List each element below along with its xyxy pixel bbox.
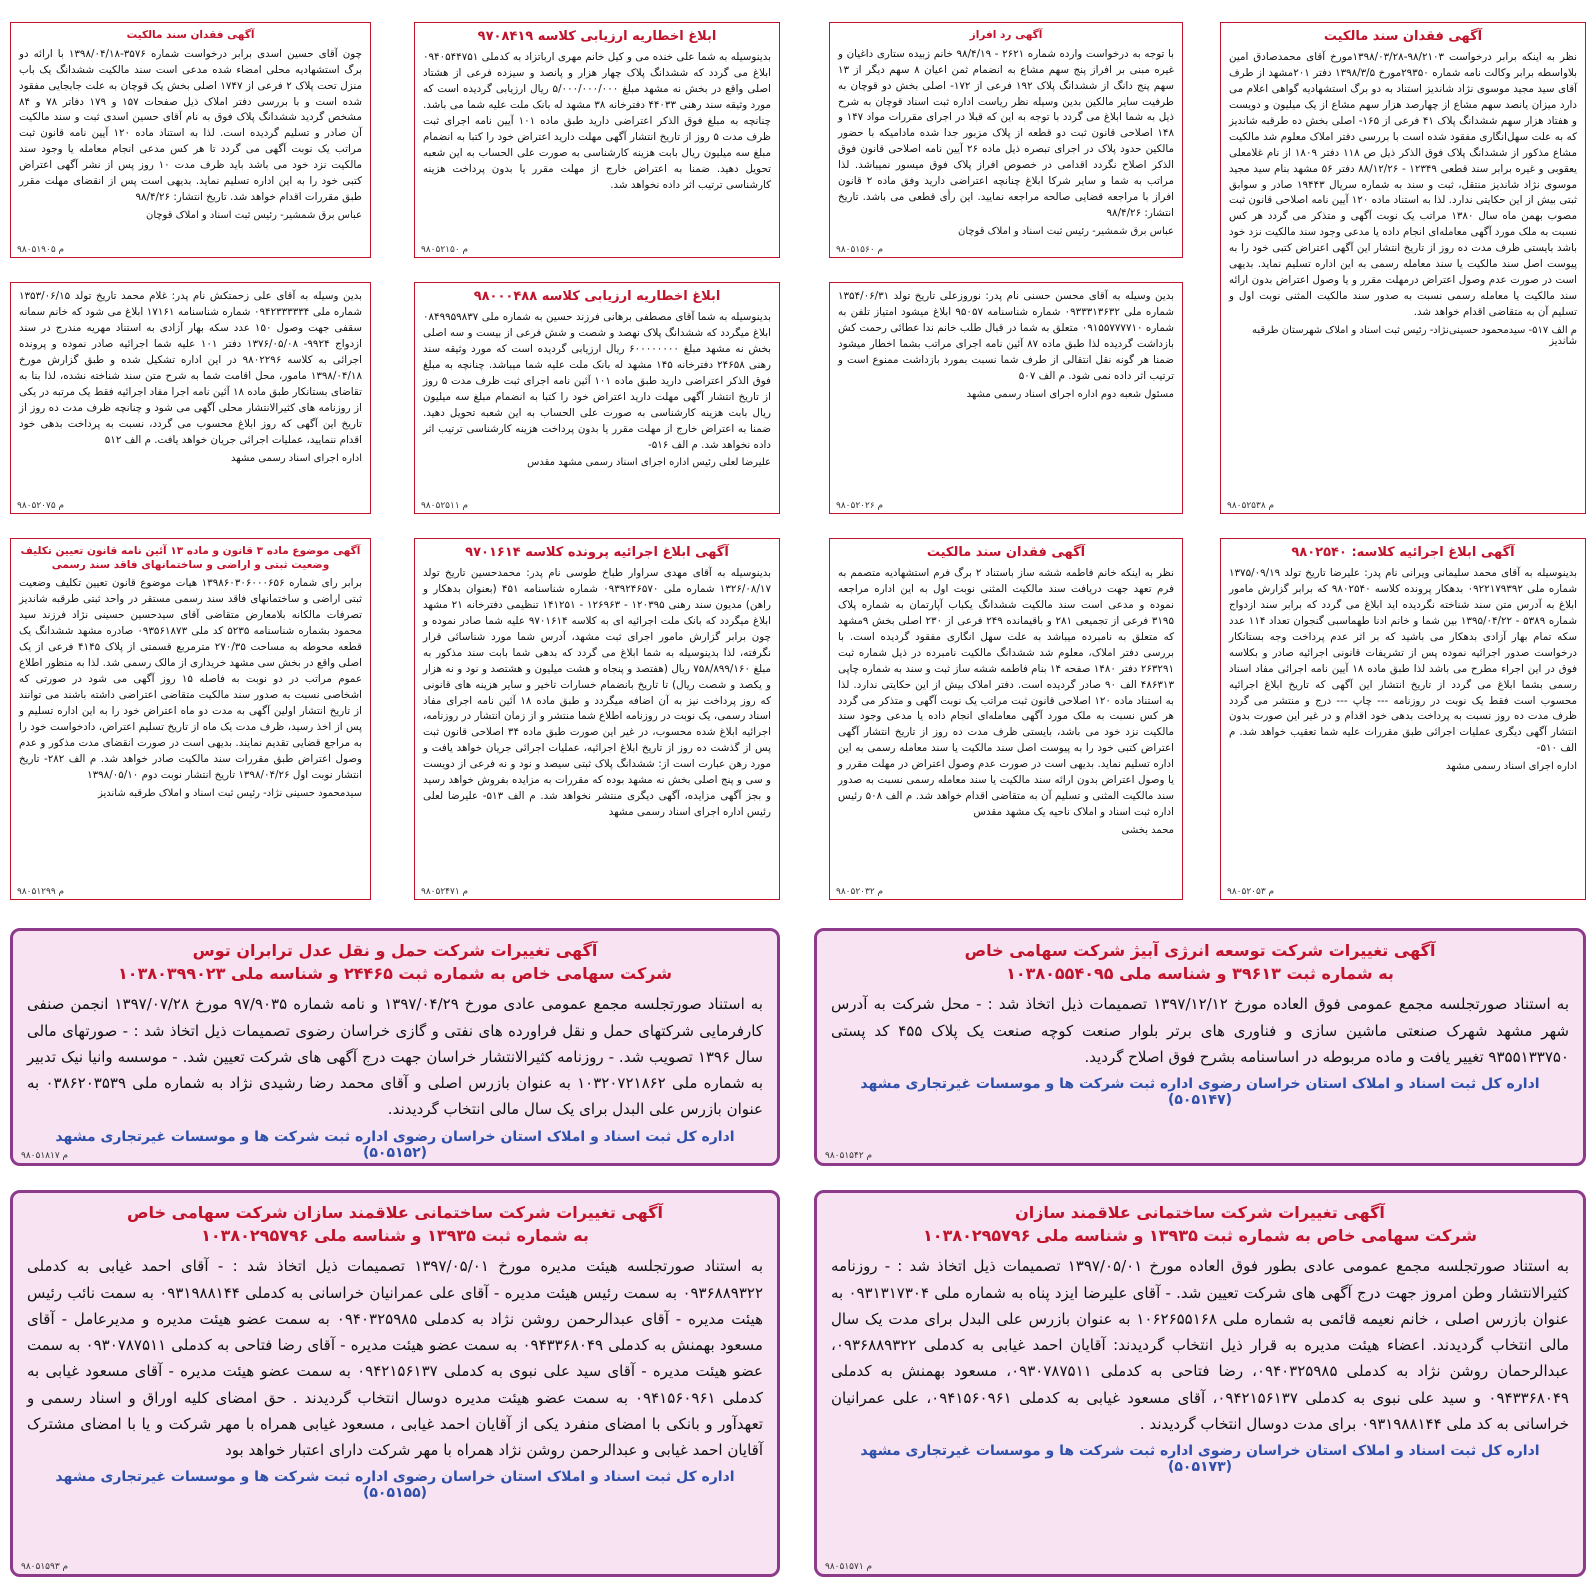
notice-code: ۹۸۰۵۱۲۹۹ م: [17, 887, 65, 897]
company-notice-adl-tarabaran: [10, 928, 780, 1166]
notice-signature: اداره اجرای اسناد رسمی مشهد: [1445, 761, 1577, 773]
company-code: ۹۸۰۵۱۵۹۳ م: [21, 1562, 69, 1572]
company-body: به استناد صورتجلسه مجمع عمومی عادی بطور فوق العاده مورخ ۱۳۹۷/۰۵/۰۱ تصمیمات ذیل اتخاذ شد : - روزنامه کثیرالانتشار وطن امروز جهت درج آگهی های شرکت تعیین شد. - آقای علیرضا ایزد پناه به شماره ملی ۰۹۳۱۳۱۷۳۰۴ به عنوان بازرس اصلی ، خانم نعیمه قائمی به شماره ملی ۱۰۶۲۶۵۵۱۶۸ به عنوان بازرس علی البدل برای مدت یک سال مالی انتخاب گردیدند. اعضاء هیئت مدیره به قرار ذیل انتخاب گردیدند: آقایان احمد غیابی به کدملی ۰۹۳۶۸۸۹۳۲۲، عبدالرحمان روشن نژاد به کدملی ۰۹۴۰۳۲۵۹۸۵، رضا فتاحی به کدملی ۰۹۳۰۷۸۷۵۱۱، مسعود بهمنش به کدملی ۰۹۴۳۳۶۸۰۴۹ و سید علی نبوی به کدملی ۰۹۴۲۱۵۶۱۳۷، آقای مسعود غیابی به کدملی ۰۹۴۱۵۶۰۹۶۱، علی عمرانیان خراسانی به کد ملی ۰۹۳۱۹۸۸۱۴۴ برای مدت دوسال انتخاب گردیدند .: [831, 1257, 1570, 1433]
notice-code: ۹۸۰۵۲۵۳۸ م: [1227, 501, 1275, 511]
notice-loss-deed-torghabeh: [1220, 22, 1586, 514]
company-notice-alaghemand-sazan-assembly: [814, 1190, 1586, 1577]
company-code: ۹۸۰۵۱۵۷۱ م: [825, 1562, 873, 1572]
notice-signature: عباس برق شمشیر- رئیس ثبت اسناد و املاک قوچان: [957, 226, 1174, 238]
notice-signature: م الف ۵۱۷- سیدمحمود حسینی‌نژاد- رئیس ثبت اسناد و املاک شهرستان طرقبه شاندیز: [1251, 325, 1577, 348]
notice-code: ۹۸۰۵۲۵۱۱ م: [421, 501, 469, 511]
notice-signature: محمد بخشی: [1121, 825, 1174, 837]
notice-title: آگهی ابلاغ اجرائیه پرونده کلاسه ۹۷۰۱۶۱۴: [465, 545, 729, 560]
notice-title: آگهی موضوع ماده ۳ قانون و ماده ۱۳ آئین نامه قانون تعیین تکلیف وضعیت ثبتی و اراضی و ساختمانهای فاقد سند رسمی: [20, 545, 361, 571]
notice-code: ۹۸۰۵۱۹۰۵ م: [17, 245, 65, 255]
notice-title: ابلاغ اخطاریه ارزیابی کلاسه ۹۷۰۸۴۱۹: [477, 29, 717, 44]
notice-execution-9701614: [414, 538, 780, 900]
company-footer: اداره کل ثبت اسناد و املاک استان خراسان رضوی اداره ثبت شرکت ها و موسسات غیرتجاری مشهد (۵۰۵۱۷۳): [860, 1443, 1540, 1476]
notice-code: ۹۸۰۵۲۰۳۲ م: [836, 887, 884, 897]
notice-signature: عباس برق شمشیر- رئیس ثبت اسناد و املاک قوچان: [145, 210, 362, 222]
notice-code: ۹۸۰۵۲۴۷۱ م: [421, 887, 469, 897]
notice-title: آگهی فقدان سند مالکیت: [126, 29, 255, 41]
notice-body: با توجه به درخواست وارده شماره ۲۶۲۱ - ۹۸/۴/۱۹ خانم زبیده ستاری داغیان و غیره مبنی بر افراز پنج سهم مشاع به انضمام ثمن اعیان ۸ سهم دیگر از ۱۳ سهم پنج دانگ از ششدانگ پلاک ۱۹۲ فرعی از ۱۷۲- اصلی بخش دو قوچان به طرفیت سایر مالکین بدین وسیله نظر ریاست اداره ثبت اسناد قوچان به شرح ذیل به شما ابلاغ می گردد با توجه به این که قبلا در اجرای مقررات مواد ۱۴۷ و ۱۴۸ اصلاحی قانون ثبت دو قطعه از پلاک مزبور جدا شده ماداميکه با حضور مالکین حدود پلاک در اجرای تبصره ذیل ماده ۲۶ آیین نامه اصلاحی قانون فوق الذکر اصلاح نگردد اقدامی در خصوص افراز پلاک فوق میسور نمیباشد. لذا مراتب به شما و سایر شرکا ابلاغ چنانچه اعتراضی دارید وفق ماده ۲ قانون افراز با مراجعه قضایی صالحه مراجعه نمایید. این رأی قطعی می باشد. تاریخ انتشار: ۹۸/۴/۲۶: [838, 47, 1175, 220]
notice-execution-9802540: [1220, 538, 1586, 900]
notice-title: آگهی فقدان سند مالکیت: [926, 545, 1086, 560]
notice-title: ابلاغ اخطاریه ارزیابی کلاسه ۹۸۰۰۰۴۸۸: [473, 289, 721, 304]
company-body: به استناد صورتجلسه هیئت مدیره مورخ ۱۳۹۷/۰۵/۰۱ تصمیمات ذیل اتخاذ شد : - آقای احمد غیابی به کدملی ۰۹۳۶۸۸۹۳۲۲ به سمت رئیس هیئت مدیره - آقای علی عمرانیان خراسانی به کدملی ۰۹۳۱۹۸۸۱۴۴ به سمت نائب رئیس هیئت مدیره - آقای عبدالرحمن روشن نژاد به کدملی ۰۹۴۰۳۲۵۹۸۵ به سمت عضو هیئت مدیره و مدیرعامل - آقای مسعود بهمنش به کدملی ۰۹۴۳۳۶۸۰۴۹ به سمت عضو هیئت مدیره - آقای رضا فتاحی به کدملی ۰۹۳۰۷۸۷۵۱۱ به سمت عضو هیئت مدیره - آقای سید علی نبوی به کدملی ۰۹۴۲۱۵۶۱۳۷ به سمت عضو هیئت مدیره - آقای مسعود غیابی به کدملی ۰۹۴۱۵۶۰۹۶۱ به سمت عضو هیئت مدیره دوسال انتخاب گردیدند . حق امضای کلیه اوراق و اسناد رسمی و تعهدآور و بانکی با امضای منفرد یکی از آقایان احمد غیابی ، مسعود غیابی همراه با مهر شرکت و یا با امضای مشترک آقایان احمد غیابی و عبدالرحمن روشن نژاد همراه با مهر شرکت دارای اعتبار خواهد بود: [27, 1257, 764, 1460]
notice-title: آگهی ابلاغ اجرائیه کلاسه: ۹۸۰۲۵۴۰: [1291, 545, 1515, 560]
notice-signature: اداره اجرای اسناد رسمی مشهد: [230, 452, 362, 464]
company-title: آگهی تغییرات شرکت ساختمانی علاقمند سازان: [1015, 1203, 1385, 1222]
notice-partition-rejection: [829, 22, 1183, 258]
company-body: به استناد صورتجلسه مجمع عمومی عادی مورخ ۱۳۹۷/۰۴/۲۹ و نامه شماره ۹۷/۹۰۳۵ مورخ ۱۳۹۷/۰۷/۲۸ انجمن صنفی کارفرمایی شرکتهای حمل و نقل فراورده های نفتی و گازی خراسان رضوی تصمیمات ذیل اتخاذ شد : - صورتهای مالی سال ۱۳۹۶ تصویب شد. - روزنامه کثیرالانتشار خراسان جهت درج آگهی های شرکت تعیین شد. - موسسه وانیا نیک تدبیر به شماره ملی ۱۰۳۲۰۷۲۱۸۶۲ به عنوان بازرس اصلی و آقای محمد رضا رشیدی نژاد به شماره ملی ۰۳۸۶۲۰۳۵۳۹ به عنوان بازرس علی البدل برای یک سال مالی انتخاب گردیدند.: [27, 995, 764, 1119]
notice-body: نظر به اینکه خانم فاطمه ششه ساز باستناد ۲ برگ فرم استشهادیه متصمم به فرم تعهد جهت دریافت سند مالکیت المثنی نوبت اول به این اداره مراجعه نموده و مدعی است سند مالکیت ششدانگ یکباب آپارتمان به شماره پلاک ۳۱۹۵ فرعی از تجمیعی ۲۸۱ و باقیمانده ۲۴۹ فرعی از ۲۳۰ اصلی بخش ۹مشهد که متعلق به نامبرده میباشد به علت سهل انگاری مفقود گردیده است. با بررسی دفتر املاک، معلوم شد ششدانگ مالکیت نامبرده در ذیل شماره ثبت ۲۶۳۲۹۱ دفتر ۱۴۸۰ صفحه ۱۴ بنام فاطمه ششه ساز ثبت و سند به شماره چاپی ۴۸۶۳۱۳ الف ۹۰ صادر گردیده است. دفتر املاک بیش از این حکایتی ندارد. لذا به استناد ماده ۱۲۰ اصلاحی قانون ثبت مراتب یک نوبت آگهی و متذکر می گردد هر کس نسبت به ملک مورد آگهی معامله‌ای انجام داده یا مدعی وجود سند مالکیت نزد خود می باشد، بایستی ظرف مدت ده روز از تاریخ انتشار آگهی اعتراض کتبی خود را به پیوست اصل سند مالکیت یا سند معامله رسمی به این اداره تسلیم نماید. بدیهی است در صورت عدم وصول اعتراض در مهلت مقرر و یا وصول اعتراض بدون ارائه سند مالکیت یا سند معامله رسمی نسبت به صدور سند مالکیت المثنی و تسلیم آن به متقاضی اقدام خواهد شد. م الف ۵۰۸ رئیس اداره ثبت اسناد و املاک ناحیه یک مشهد مقدس: [838, 566, 1175, 819]
company-code: ۹۸۰۵۱۵۴۲ م: [825, 1151, 873, 1161]
notice-code: ۹۸۰۵۱۵۶۰ م: [836, 245, 884, 255]
company-title: آگهی تغییرات شرکت حمل و نقل عدل ترابران توس: [192, 941, 598, 960]
notice-body: بدینوسیله به آقای مهدی سراوار طباخ طوسی نام پدر: محمدحسین تاریخ تولد ۱۳۲۶/۰۸/۱۷ شماره ملی ۰۹۳۹۲۴۶۵۷۰ شماره شناسنامه ۴۵۱ (بعنوان بدهکار و راهن) مدیون سند رهنی ۱۲۰۳۹۵ - ۱۲۶۹۶۳ - ۱۴۱۲۵۱ تنظیمی دفترخانه ۲۱ مشهد ابلاغ میگردد که بانک ملت اجرائیه ای به کلاسه ۹۷۰۱۶۱۴ علیه شما صادر نموده و چون برابر گزارش مامور اجرای ثبت مشهد، آدرس شما مورد شناسائی قرار نگرفته، لذا بدینوسیله به شما ابلاغ می گردد که بدهی شما بابت سند مذکور به مبلغ ۷۵۸/۸۹۹/۱۶۰ ریال (هفتصد و پنجاه و هشت میلیون و هشتصد و نود و نه هزار و یکصد و شصت ریال) تا تاریخ بانضمام خسارات تاخیر و سایر هزینه های قانونی که روز پرداخت نیز به آن اضافه میگردد و طبق ماده ۱۸ آئین نامه اجرای مفاد اسناد رسمی، یک نوبت در روزنامه اطلاع شما منتشر و از زمان انتشار در روزنامه، اجرائیه ابلاغ شده محسوب، در غیر این صورت طبق ماده ۳۴ اصلاحی قانون ثبت پس از گذشت ده روز از تاریخ ابلاغ اجرائیه، عملیات اجرائی جریان خواهد یافت و مورد رهن عبارت است از: ششدانگ پلاک ثبتی سیصد و نود و نه فرعی از دویست و سی و پنج اصلی بخش نه مشهد بوده که مقررات به مزایده بفروش خواهد رسید و بجز آگهی مزایده، آگهی دیگری منتشر نخواهد شد. م الف ۵۱۳- علیرضا لعلی رئیس اداره اجرای اسناد رسمی مشهد: [423, 566, 772, 819]
notice-land-status-law: [10, 538, 371, 900]
notice-valuation-9708419: [414, 22, 780, 258]
notice-body: بدینوسیله به شما علی خنده می و کیل خانم مهری ارباتزاد به کدملی ۰۹۴۰۵۴۴۷۵۱ ابلاغ می گردد که ششدانگ پلاک چهار هزار و پانصد و سیزده فرعی از هشتاد اصلی واقع در بخش نه مشهد مبلغ ۵/۰۰۰/۰۰۰/۰۰۰ ریال ارزیابی گردیده است که مورد وثیقه سند رهنی ۴۴۰۳۳ دفترخانه ۳۸ مشهد له بانک ملت علیه شما می باشد. چنانچه به مبلغ فوق الذکر اعتراضی دارید طبق ماده ۱۰۱ آیین نامه اجرای ثبت ظرف مدت ۵ روز از تاریخ انتشار آگهی مهلت دارید اعتراض خود را کتبا به انضمام مبلغ سه میلیون ریال بابت هزینه کارشناسی به صورت علی الحساب به این شعبه تحویل دهید. ضمنا به اعتراض خارج از مهلت مقرر یا بدون پرداخت هزینه کارشناسی ترتیب اثر داده نخواهد شد.: [423, 50, 771, 191]
notice-loss-deed-quchan: [10, 22, 371, 258]
company-registration: به شماره ثبت ۱۳۹۳۵ و شناسه ملی ۱۰۳۸۰۲۹۵۷۹۶: [201, 1226, 589, 1246]
company-code: ۹۸۰۵۱۸۱۷ م: [21, 1151, 69, 1161]
notice-body: برابر رای شماره ۱۳۹۸۶۰۳۰۶۰۰۰۶۵۶ هیات موضوع قانون تعیین تکلیف وضعیت ثبتی اراضی و ساختمانهای فاقد سند رسمی مستقر در واحد ثبتی طرقبه شاندیز تصرفات مالکانه بلامعارض متقاضی آقای سیدحسین حسینی نژاد فرزند سید محمود بشماره شناسنامه ۵۲۳۵ کد ملی ۰۹۳۵۶۱۸۷۳ صادره مشهد ششدانگ یک قطعه محوطه به مساحت ۲۷۰/۳۵ مترمربع قسمتی از پلاک ۴۱۴۵ فرعی از یک اصلی واقع در بخش سی مشهد خریداری از مالک رسمی شد. لذا به منظور اطلاع عموم مراتب در دو نوبت به فاصله ۱۵ روز آگهی می شود در صورتی که اشخاصی نسبت به صدور سند مالکیت متقاضی اعتراضی داشته باشند می توانند از تاریخ انتشار اولین آگهی به مدت دو ماه اعتراض خود را به این اداره تسلیم و پس از اخذ رسید، ظرف مدت یک ماه از تاریخ تسلیم اعتراض، دادخواست خود را به مراجع قضایی تقدیم نمایند. بدیهی است در صورت انقضای مدت مذکور و عدم وصول اعتراض طبق مقررات سند مالکیت صادر خواهد شد. م الف ۲۸۲- تاریخ انتشار نوبت اول ۱۳۹۸/۰۴/۲۶ تاریخ انتشار نوبت دوم ۱۳۹۸/۰۵/۱۰: [19, 577, 362, 781]
notice-code: ۹۸۰۵۲۰۷۵ م: [17, 501, 65, 511]
notice-title: آگهی رد افراز: [969, 29, 1043, 41]
notice-body: بدینوسیله به شما آقای مصطفی برهانی فرزند حسین به شماره ملی ۰۸۴۹۹۵۹۸۳۷ ابلاغ میگردد که ششدانگ پلاک نهصد و شصت و شش فرعی از بیست و سه اصلی بخش نه مشهد مبلغ ۶۰۰۰۰۰۰۰۰ ریال ارزیابی گردیده است که مورد وثیقه سند رهنی ۲۴۶۵۸ دفترخانه ۱۴۵ مشهد له بانک ملت علیه شما میباشد. چنانچه به مبلغ فوق الذکر اعتراضی دارید طبق ماده ۱۰۱ آئین نامه اجرای ثبت ظرف مدت ۵ روز از تاریخ انتشار آگهی مهلت دارید اعتراض خود را کتبا به انضمام مبلغ سه میلیون ریال بابت هزینه کارشناسی به صورت علی الحساب به این شعبه تحویل دهید. ضمنا به اعتراض خارج از مهلت مقرر یا بدون پرداخت هزینه کارشناسی ترتیب اثر داده نخواهد شد. م الف ۵۱۶-: [423, 310, 771, 451]
notice-code: ۹۸۰۵۲۱۵۰ م: [421, 245, 469, 255]
notice-signature: مسئول شعبه دوم اداره اجرای اسناد رسمی مشهد: [966, 388, 1174, 400]
company-registration: به شماره ثبت ۳۹۶۱۳ و شناسه ملی ۱۰۳۸۰۵۵۴۰۹۵: [1006, 964, 1394, 984]
notice-body: بدینوسیله به آقای محمد سلیمانی ویرانی نام پدر: علیرضا تاریخ تولد ۱۳۷۵/۰۹/۱۹ شماره ملی ۰۹۲۲۱۷۹۳۹۲ بدهکار پرونده کلاسه ۹۸۰۲۵۴۰ که برابر گزارش مامور ابلاغ به آدرس متن سند شناخته نگردیده اید ابلاغ می گردد که برابر سند ازدواج شماره ۵۳۸۹ - ۱۳۹۵/۰۴/۲۲ بین شما و خانم ادنا طهماسبی گنجوان تعداد ۱۱۴ عدد سکه تمام بهار آزادی بدهکار می باشید که بر اثر عدم پرداخت وجه بستانکار درخواست صدور اجرائیه نموده پس از تشریفات قانونی اجرائیه صادر و بکلاسه فوق در این اجراء مطرح می باشد لذا طبق ماده ۱۸ آیین نامه اجرائی مفاد اسناد رسمی بشما ابلاغ می گردد از تاریخ انتشار این آگهی که تاریخ ابلاغ اجرائیه محسوب است فقط یک نوبت در روزنامه --- چاپ --- درج و منتشر می گردد ظرف مدت ده روز نسبت به پرداخت بدهی خود اقدام و در غیر این صورت بدون انتشار آگهی دیگری عملیات اجرائی طبق مقررات علیه شما تعقیب خواهد شد. م الف ۵۱۰-: [1229, 566, 1578, 755]
notice-signature: سیدمحمود حسینی نژاد- رئیس ثبت اسناد و املاک طرقبه شاندیز: [97, 787, 362, 799]
notice-loss-deed-mashhad: [829, 538, 1183, 900]
company-footer: اداره کل ثبت اسناد و املاک استان خراسان رضوی اداره ثبت شرکت ها و موسسات غیرتجاری مشهد (۵۰۵۱۴۷): [860, 1076, 1540, 1109]
notice-body: نظر به اینکه برابر درخواست ۹۸/۲۱۰۳-۱۳۹۸/۰۳/۲۸مورخ آقای محمدصادق امین بلاواسطه برابر وکالت نامه شماره ۲۹۳۵۰مورخ ۱۳۹۸/۳/۵ دفتر ۲۰۱مشهد از طرف آقای سید مجید موسوی نژاد شاندیز استناد به دو برگ استشهادیه گواهی اعلام می دارد میزان یانصد سهم مشاع از چهارصد هزار سهم مشاع از یک میلیون و دویست و هفتاد هزار سهم ششدانگ پلاک ۴۱ فرعی از ۱۶۵- اصلی بخش ده طرقبه شاندیز که به علت سهل‌انگاری مفقود شده است با بررسی دفتر املاک معلوم شد مالکیت مشاع مذکور از ششدانگ پلاک فوق الذکر ذیل ص ۱۱۸ دفتر ۱۸۰۹ از نام غلامعلی یعقوبی و غیره برابر سند قطعی ۱۲۳۴۹ - ۸۸/۱۲/۲۶ دفتر ۵۶ مشهد بنام سید مجید موسوی نژاد شاندیز منتقل، ثبت و سند به شماره سریال ۱۹۴۴۳ صادر و سوابق ثبتی بیش از این حکایتی ندارد. لذا به استناد ماده ۱۲۰ آیین نامه اصلاحی قانون ثبت مصوب بهمن ماه سال ۱۳۸۰ مراتب یک نوبت آگهی و متذکر می گردد هر کس نسبت به ملک مورد آگهی معامله‌ای انجام داده یا مدعی وجود سند مالکیت نزد خود باشد بایستی ظرف مدت ده روز از تاریخ انتشار این آگهی اعتراض کتبی خود را به پیوست اصل سند مالکیت یا سند معامله رسمی به این اداره تسلیم نماید. بدیهی است در صورت عدم وصول اعتراض درمهلت مقرر و یا وصول اعتراض بدون ارائه سند مالکیت یا معامله رسمی نسبت به صدور سند مالکیت المثنی نوبت اول و تسلیم آن به متقاضی اقدام خواهد شد.: [1229, 50, 1578, 319]
notice-phone-seizure: [829, 282, 1183, 514]
notice-code: ۹۸۰۵۲۰۲۶ م: [836, 501, 884, 511]
company-footer: اداره کل ثبت اسناد و املاک استان خراسان رضوی اداره ثبت شرکت ها و موسسات غیرتجاری مشهد (۵۰۵۱۵۵): [55, 1469, 735, 1502]
company-registration: شرکت سهامی خاص به شماره ثبت ۱۳۹۳۵ و شناسه ملی ۱۰۳۸۰۲۹۵۷۹۶: [923, 1226, 1477, 1246]
company-title: آگهی تغییرات شرکت توسعه انرژی آبیژ شرکت سهامی خاص: [964, 941, 1436, 960]
company-body: به استناد صورتجلسه مجمع عمومی فوق العاده مورخ ۱۳۹۷/۱۲/۱۲ تصمیمات ذیل اتخاذ شد : - محل شرکت به آدرس شهر مشهد شهرک صنعتی ماشین سازی و فناوری های برتر بلوار صنعت کوچه صنعت یک پلاک ۴۵۵ کد پستی ۹۳۵۵۱۳۳۷۵۰ تغییر یافت و ماده مربوطه در اساسنامه بشرح فوق اصلاح گردید.: [831, 995, 1569, 1066]
notice-body: چون آقای حسین اسدی برابر درخواست شماره ۳۵۷۶-۱۳۹۸/۰۴/۱۸ با ارائه دو برگ استشهادیه محلی امضاء شده مدعی است سند مالکیت ششدانگ یک باب منزل تحت پلاک ۲ فرعی از ۱۷۴۷ اصلی بخش یک قوچان به علت جابجایی مفقود شده است و با بررسی دفتر املاک ذیل صفحات ۱۵۷ و ۱۷۹ دفاتر ۷۸ و ۸۴ مشخص گردید ششدانگ پلاک فوق به نام آقای حسین اسدی ثبت و سند مالکیت آن صادر و تسلیم گردیده است. لذا به استناد ماده ۱۲۰ آیین نامه قانون ثبت مراتب یک نوبت آگهی می گردد تا هر کس مدعی انجام معامله یا وجود سند مالکیت نزد خود می باشد باید ظرف مدت ۱۰ روز پس از نشر آگهی اعتراض کتبی خود را به این اداره تسلیم نماید. بدیهی است پس از انقضای مهلت مقرر طبق مقررات اقدام خواهد شد. تاریخ انتشار: ۹۸/۴/۲۶: [19, 47, 363, 204]
notice-code: ۹۸۰۵۲۰۵۳ م: [1227, 887, 1275, 897]
notice-body: بدین وسیله به آقای محسن حسنی نام پدر: نوروزعلی تاریخ تولد ۱۳۵۴/۰۶/۳۱ شماره ملی ۰۹۳۳۳۱۳۶۳۲ شماره شناسنامه ۹۵۰۵۷ ابلاغ میشود امتیاز تلفن به شماره ۰۹۱۵۵۷۷۷۷۱۰ متعلق به شما در قبال طلب خانم ندا عطائی رحمت کش بازداشت گردیده لذا طبق ماده ۸۷ آئین نامه اجرای مراتب بشما اخطار میشود ضمنا هر گونه نقل انتقالی از طرف شما نسبت بمورد بازداشت ممنوع است و ترتیب اثر داده نمی شود. م الف ۵۰۷: [838, 290, 1175, 382]
notice-title: آگهی فقدان سند مالکیت: [1323, 29, 1483, 44]
notice-signature: علیرضا لعلی رئیس اداره اجرای اسناد رسمی مشهد مقدس: [527, 457, 771, 469]
company-notice-alaghemand-sazan-board: [10, 1190, 780, 1577]
company-title: آگهی تغییرات شرکت ساختمانی علاقمند سازان شرکت سهامی خاص: [127, 1203, 663, 1222]
company-footer: اداره کل ثبت اسناد و املاک استان خراسان رضوی اداره ثبت شرکت ها و موسسات غیرتجاری مشهد (۵۰۵۱۵۲): [55, 1128, 735, 1161]
notice-valuation-98000488: [414, 282, 780, 514]
company-registration: شرکت سهامی خاص به شماره ثبت ۲۴۴۶۵ و شناسه ملی ۱۰۳۸۰۳۹۹۰۲۳: [118, 964, 672, 984]
notice-body: بدین وسیله به آقای علی زحمتکش نام پدر: غلام محمد تاریخ تولد ۱۳۵۳/۰۶/۱۵ شماره ملی ۰۹۴۲۳۳۳۳۳۴ شماره شناسنامه ۱۷۱۶۱ ابلاغ می شود که خانم سمانه سقفی جهت وصول ۱۵۰ عدد سکه بهار آزادی به استناد مهریه مندرج در سند ازدواج ۹۹۲۴- ۱۳۷۶/۰۵/۰۸ دفتر ۱۰۱ علیه شما اجرائیه صادر نموده و پرونده اجرائی به کلاسه ۹۸۰۲۲۹۶ در این اداره تشکیل شده و طبق گزارش مورخ ۱۳۹۸/۰۴/۱۸ مامور، محل اقامت شما به شرح متن سند شناخته نشده، لذا بنا به تقاضای بستانکار طبق ماده ۱۸ آئین نامه اجرا مفاد اجرائیه فقط یک مرتبه در یکی از روزنامه های کثیرالانتشار محلی آگهی می شود و چنانچه ظرف مدت ده روز از تاریخ این آگهی که روز ابلاغ محسوب می گردد، نسبت به پرداخت بدهی خود اقدام ننمایید، عملیات اجرائی جریان خواهد یافت. م الف ۵۱۲: [19, 290, 363, 446]
notice-execution-zahmatkesh: [10, 282, 371, 514]
company-notice-abizh-energy: [814, 928, 1586, 1166]
